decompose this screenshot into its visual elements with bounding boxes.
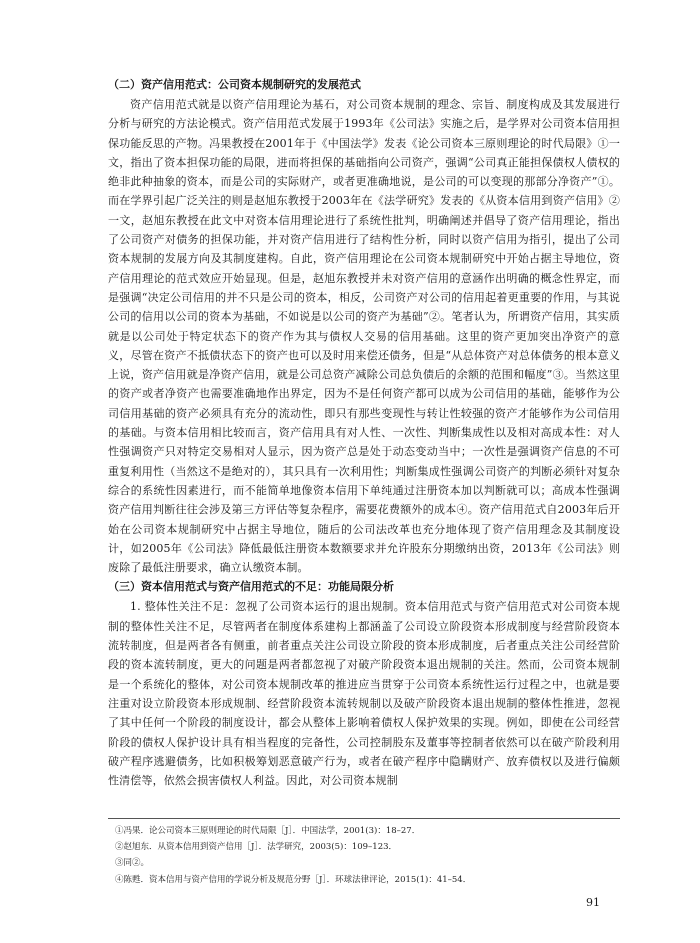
paragraph-asset-credit: 资产信用范式就是以资产信用理论为基石，对公司资本规制的理念、宗旨、制度构成及其发展进行分析与研究的方法论模式。资产信用范式发展于1993年《公司法》实施之后，是学界对公司资本信用担保功能反思的产物。冯果教授在2001年于《中国法学》发表《论公司资本三原则理论的时代局限》①一文，指出了资本担保功能的局限，进而将担保的基础指向公司资产，强调“公司真正能担保债权人债权的绝非此种抽象的资本，而是公司的实际财产，或者更准确地说，是公司的可以变现的那部分净资产”①。而在学界引起广泛关注的则是赵旭东教授于2003年在《法学研究》发表的《从资本信用到资产信用》②一文，赵旭东教授在此文中对资本信用理论进行了系统性批判，明确阐述并倡导了资产信用理论，指出了公司资产对债务的担保功能，并对资产信用进行了结构性分析，同时以资产信用为指引，提出了公司资本规制的发展方向及其制度建构。自此，资产信用理论在公司资本规制研究中开始占据主导地位，资产信用理论的范式效应开始显现。但是，赵旭东教授并未对资产信用的意涵作出明确的概念性界定，而是强调“决定公司信用的并不只是公司的资本，相反，公司资产对公司的信用起着更重要的作用，与其说公司的信用以公司的资本为基础，不如说是以公司的资产为基础”②。笔者认为，所谓资产信用，其实质就是以公司处于特定状态下的资产作为其与债权人交易的信用基础。这里的资产更加突出净资产的意义，尽管在资产不抵债状态下的资产也可以及时用来偿还债务，但是“从总体资产对总体债务的根本意义上说，资产信用就是净资产信用，就是公司总资产减除公司总负债后的余额的范围和幅度”③。当然这里的资产或者净资产也需要准确地作出界定，因为不是任何资产都可以成为公司信用的基础，能够作为公司信用基础的资产必须具有充分的流动性，即只有那些变现性与转让性较强的资产才能够作为公司信用的基础。与资本信用相比较而言，资产信用具有对人性、一次性、判断集成性以及相对高成本性：对人性强调资产只对特定交易相对人显示，因为资产总是处于动态变动当中；一次性是强调资产信息的不可重复利用性（当然这不是绝对的），其只具有一次利用性；判断集成性强调公司资产的判断必须针对复杂综合的系统性因素进行，而不能简单地像资本信用下单纯通过注册资本加以判断就可以；高成本性强调资产信用判断往往会涉及第三方评估等复杂程序，需要花费额外的成本④。资产信用范式自2003年后开始在公司资本规制研究中占据主导地位，随后的公司法改革也充分地体现了资产信用理念及其制度设计，如2005年《公司法》降低最低注册资本数额要求并允许股东分期缴纳出资，2013年《公司法》则废除了最低注册要求，确立认缴资本制。 <box>108 98 620 575</box>
footnote-3: ③同②。 <box>115 858 150 869</box>
article-body <box>108 75 620 790</box>
footnotes <box>115 823 615 888</box>
footnote-2: ②赵旭东．从资本信用到资产信用［J］．法学研究，2003(5)：109–123． <box>115 842 398 853</box>
page-number: 91 <box>586 896 600 909</box>
footnote-1: ①冯果．论公司资本三原则理论的时代局限［J］．中国法学，2001(3)：18–27． <box>115 826 421 836</box>
section-heading-asset-credit: （二）资产信用范式：公司资本规制研究的发展范式 <box>108 78 361 91</box>
footnote-4: ④陈甦．资本信用与资产信用的学说分析及规范分野［J］．环球法律评论，2015(1)：41–54． <box>115 874 472 885</box>
paragraph-limitations: 1. 整体性关注不足：忽视了公司资本运行的退出规制。资本信用范式与资产信用范式对公司资本规制的整体性关注不足，尽管两者在制度体系建构上都涵盖了公司设立阶段资本形成制度与经营阶段资本流转制度，但是两者各有侧重，前者重点关注公司设立阶段的资本形成制度，后者重点关注公司经营阶段的资本流转制度，更大的问题是两者都忽视了对破产阶段资本退出规制的关注。然而，公司资本规制是一个系统化的整体，对公司资本规制改革的推进应当贯穿于公司资本系统性运行过程之中，也就是要注重对设立阶段资本形成规制、经营阶段资本流转规制以及破产阶段资本退出规制的整体性推进，忽视了其中任何一个阶段的制度设计，都会从整体上影响着债权人保护效果的实现。例如，即使在公司经营阶段的债权人保护设计具有相当程度的完备性，公司控制股东及董事等控制者依然可以在破产阶段利用破产程序逃避债务，比如积极筹划恶意破产行为，或者在破产程序中隐瞒财产、放弃债权以及进行偏颇性清偿等，依然会损害债权人利益。因此，对公司资本规制 <box>108 600 620 788</box>
section-heading-limitations: （三）资本信用范式与资产信用范式的不足：功能局限分析 <box>108 580 394 594</box>
footnote-divider <box>108 818 620 819</box>
